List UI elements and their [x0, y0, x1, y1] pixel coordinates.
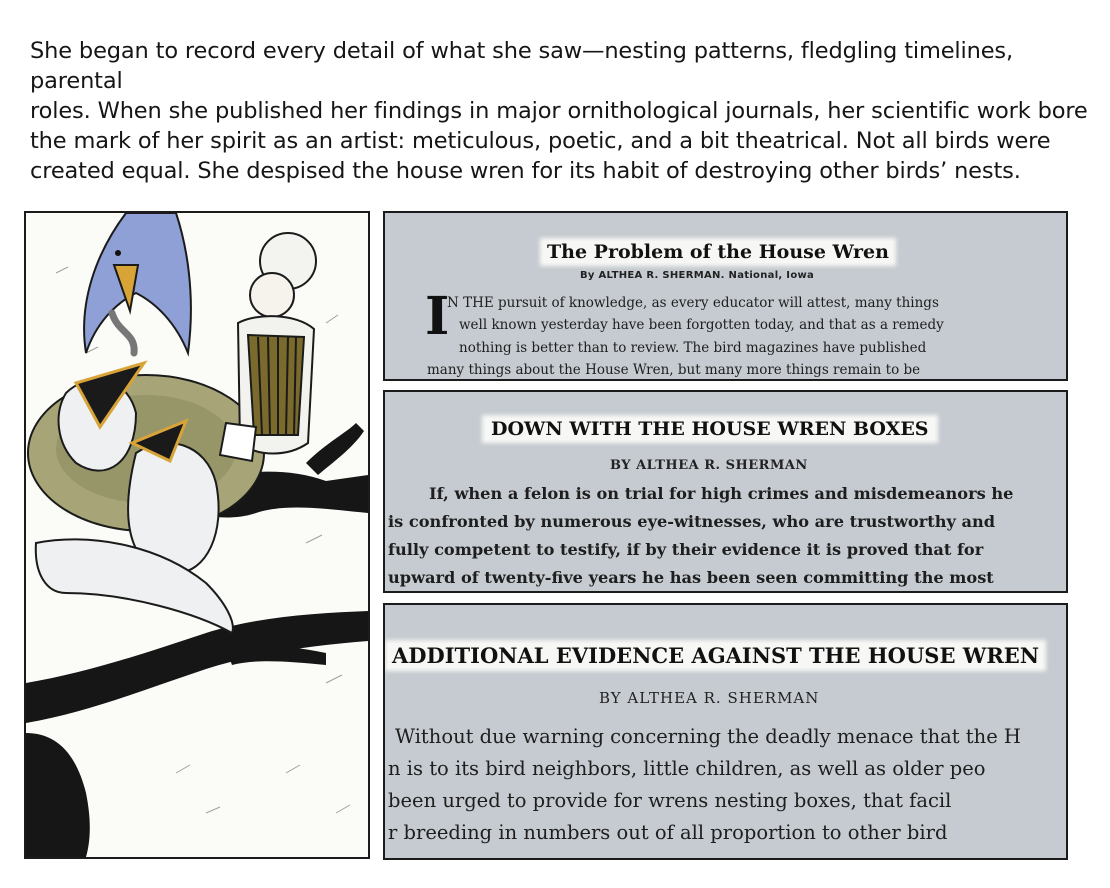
article-byline: BY ALTHEA R. SHERMAN [610, 458, 808, 473]
narrative-caption [30, 36, 1090, 186]
article-text-line: been urged to provide for wrens nesting boxes, that facil [388, 789, 952, 812]
caption-line: She began to record every detail of what she saw—nesting patterns, fledgling timelines, parental [30, 38, 1014, 94]
caption-line: roles. When she published her findings in major ornithological journals, her scientific work bore [30, 98, 1088, 124]
article-byline: BY ALTHEA R. SHERMAN [599, 689, 820, 707]
article-headline: DOWN WITH THE HOUSE WREN BOXES [485, 418, 935, 440]
article-text-line: well known yesterday have been forgotten today, and that as a remedy [459, 317, 944, 333]
article-dropcap: I [425, 286, 450, 347]
article-text-line: Without due warning concerning the deadly menace that the H [395, 725, 1021, 748]
article-text-line: is confronted by numerous eye-witnesses, who are trustworthy and [388, 512, 996, 531]
article-text-line: fully competent to testify, if by their evidence it is proved that for [388, 540, 984, 559]
article-headline: The Problem of the House Wren [543, 241, 893, 263]
article-text-line: many things about the House Wren, but many more things remain to be [427, 362, 921, 378]
caption-line: the mark of her spirit as an artist: meticulous, poetic, and a bit theatrical. Not all birds were [30, 128, 1051, 154]
article-byline: By ALTHEA R. SHERMAN. National, Iowa [580, 270, 815, 281]
article-clipping-problem-of-house-wren [383, 211, 1068, 381]
parent-bird [84, 213, 191, 353]
bird-nest-illustration [26, 213, 368, 857]
article-text-line: upward of twenty-five years he has been seen committing the most [388, 568, 994, 587]
illustration-panel [24, 211, 370, 859]
article-clipping-down-with-boxes [383, 390, 1068, 593]
woman-figure [220, 233, 316, 461]
article-text-line: N THE pursuit of knowledge, as every educator will attest, many things [447, 295, 939, 311]
article-clipping-additional-evidence [383, 603, 1068, 860]
article-text-line: n is to its bird neighbors, little children, as well as older peo [388, 757, 986, 780]
caption-line: created equal. She despised the house wren for its habit of destroying other birds’ nests. [30, 158, 1021, 184]
article-text-line: nothing is better than to review. The bird magazines have published [459, 340, 927, 356]
worm [112, 313, 134, 353]
article-text-line: If, when a felon is on trial for high crimes and misdemeanors he [429, 484, 1014, 503]
notebook [220, 423, 256, 461]
article-headline: ADDITIONAL EVIDENCE AGAINST THE HOUSE WREN [388, 643, 1043, 668]
article-text-line: r breeding in numbers out of all proportion to other bird [388, 821, 948, 844]
